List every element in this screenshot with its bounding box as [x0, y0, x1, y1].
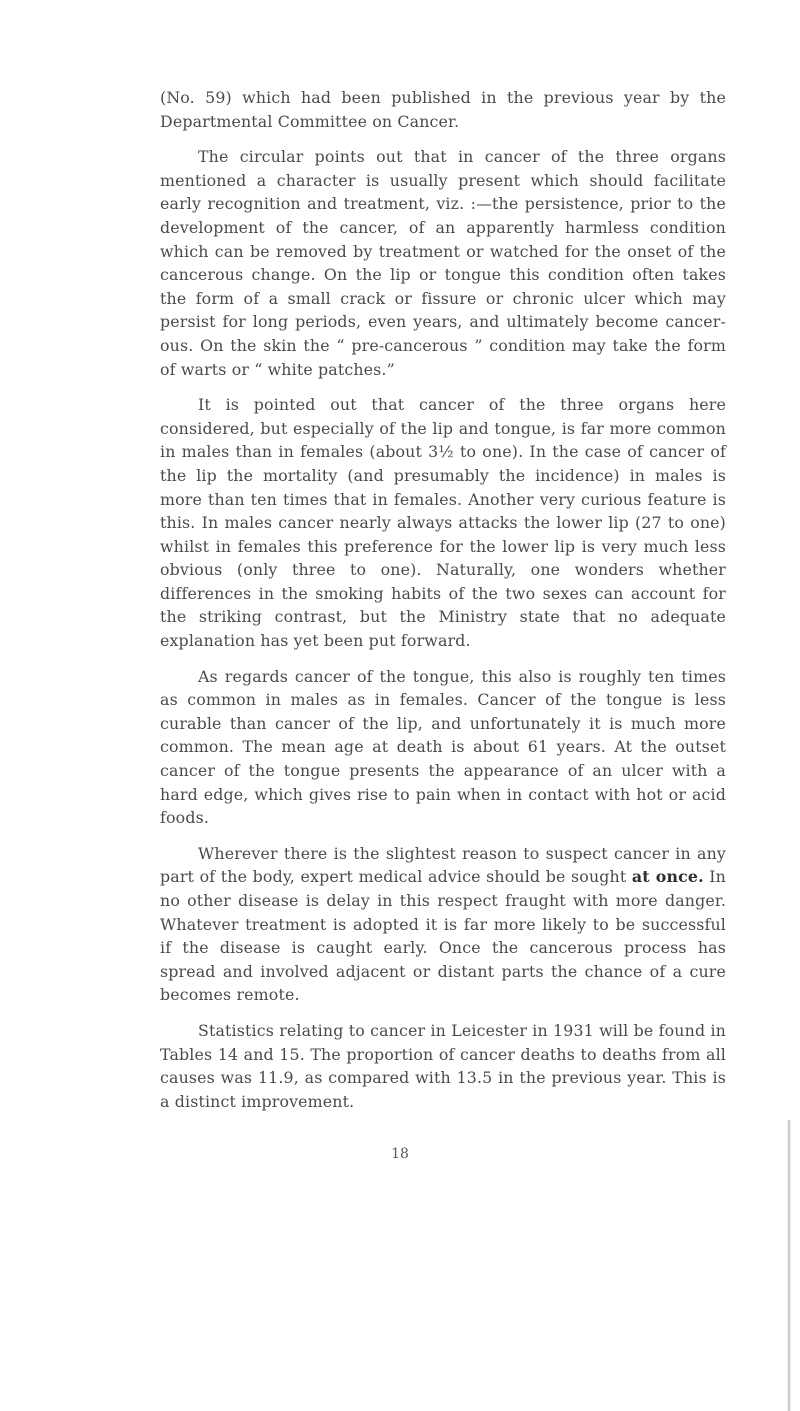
paragraph-continuation: (No. 59) which had been published in the previous year by the Departmental Committee on Cancer.	[160, 88, 726, 131]
paragraph-tongue-cancer: As regards cancer of the tongue, this also is roughly ten times as common in males as in females. Cancer of the tongue is less curable than cancer of the lip, and unfortunately it is much more common. The mean age at death is about 61 years. At the outset cancer of the tongue presents the appearance of an ulcer with a hard edge, which gives rise to pain when in contact with hot or acid foods.	[160, 666, 726, 828]
body-text	[160, 86, 726, 1125]
paragraph-circular: The circular points out that in cancer of the three organs mentioned a character is usually present which should facilitate early recognition and treatment, viz. :—the persistence, prior to the development of the cancer, of an apparently harmless condition which can be removed by treatment or watched for the onset of the cancerous change. On the lip or tongue this condition often takes the form of a small crack or fissure or chronic ulcer which may persist for long periods, even years, and ultimately become cancer-ous. On the skin the “ pre-cancerous ” condition may take the form of warts or “ white patches.”	[160, 147, 726, 379]
page-number: 18	[391, 1146, 409, 1162]
paragraph-medical-advice	[160, 842, 726, 1007]
paragraph-lip-cancer: It is pointed out that cancer of the three organs here considered, but especially of the lip and tongue, is far more common in males than in females (about 3½ to one). In the case of cancer of the lip the mortality (and presumably the incidence) in males is more than ten times that in females. Another very curious feature is this. In males cancer nearly always attacks the lower lip (27 to one) whilst in females this preference for the lower lip is very much less obvious (only three to one). Naturally, one wonders whether differences in the smoking habits of the two sexes can account for the striking contrast, but the Ministry state that no adequate explanation has yet been put forward.	[160, 395, 726, 651]
advice-text-after: In no other disease is delay in this respect fraught with more danger. Whatever treatment is adopted it is far more likely to be successful if the disease is caught early. Once the cancerous process has spread and involved adjacent or distant parts the chance of a cure becomes remote.	[160, 867, 726, 1005]
page-edge-shadow	[787, 1120, 791, 1411]
paragraph-statistics: Statistics relating to cancer in Leicester in 1931 will be found in Tables 14 and 15. The proportion of cancer deaths to deaths from all causes was 11.9, as compared with 13.5 in the previous year. This is a distinct improvement.	[160, 1020, 726, 1111]
advice-emphasis: at once.	[631, 867, 704, 887]
advice-text-before: Wherever there is the slightest reason to suspect cancer in any part of the body, expert medical advice should be sought	[160, 843, 726, 887]
